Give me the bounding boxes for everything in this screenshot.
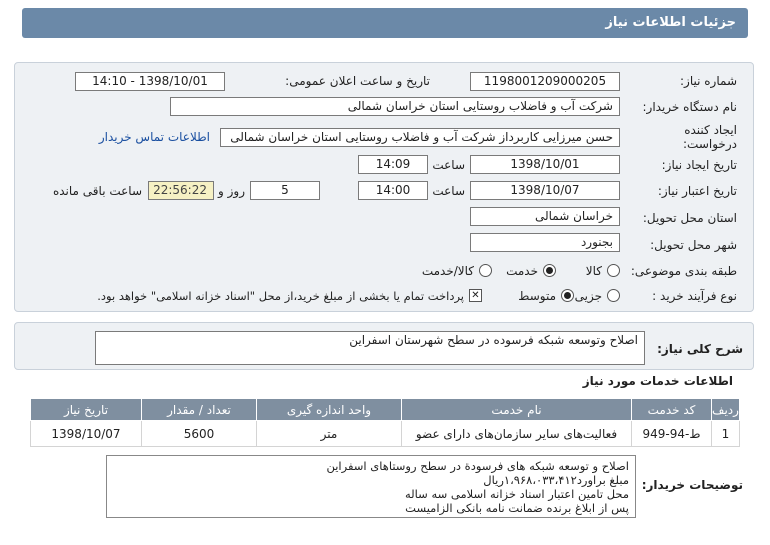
- valid-time-field: 14:00: [358, 181, 428, 200]
- category-radio-goods-service[interactable]: [479, 264, 492, 277]
- col-header-code: کد خدمت: [632, 399, 712, 421]
- category-option-service: خدمت: [506, 264, 538, 278]
- process-radio-minor[interactable]: [607, 289, 620, 302]
- col-header-quantity: تعداد / مقدار: [142, 399, 257, 421]
- process-option-minor: جزیی: [574, 289, 602, 303]
- col-header-name: نام خدمت: [402, 399, 632, 421]
- cell-row-number: 1: [712, 421, 740, 447]
- category-radio-service[interactable]: [543, 264, 556, 277]
- table-row[interactable]: [31, 421, 740, 447]
- need-number-label: شماره نیاز:: [680, 74, 737, 88]
- remaining-time-field: 22:56:22: [148, 181, 214, 200]
- category-label: طبقه بندی موضوعی:: [630, 264, 737, 278]
- services-section-title: اطلاعات خدمات مورد نیاز: [582, 374, 733, 388]
- summary-field: اصلاح وتوسعه شبکه فرسوده در سطح شهرستان اسفراین: [95, 331, 645, 365]
- buyer-label: نام دستگاه خریدار:: [642, 100, 737, 114]
- treasury-checkbox[interactable]: ✕: [469, 289, 482, 302]
- creator-field: حسن میرزایی کاربرداز شرکت آب و فاضلاب روستایی استان خراسان شمالی: [220, 128, 620, 147]
- province-label: استان محل تحویل:: [642, 211, 737, 225]
- process-label: نوع فرآیند خرید :: [652, 289, 737, 303]
- buyer-notes-label: توضیحات خریدار:: [641, 478, 743, 492]
- valid-time-label: ساعت: [432, 184, 465, 198]
- valid-date-label: تاریخ اعتبار نیاز:: [657, 184, 737, 198]
- cell-service-name: فعالیت‌های سایر سازمان‌های دارای عضو: [402, 421, 632, 447]
- province-field: خراسان شمالی: [470, 207, 620, 226]
- process-radio-medium[interactable]: [561, 289, 574, 302]
- created-time-label: ساعت: [432, 158, 465, 172]
- col-header-unit: واحد اندازه گیری: [257, 399, 402, 421]
- days-field: 5: [250, 181, 320, 200]
- creator-label: ایجاد کننده درخواست:: [683, 123, 737, 151]
- buyer-notes-box: [106, 455, 636, 518]
- buyer-field: شرکت آب و فاضلاب روستایی استان خراسان شمالی: [170, 97, 620, 116]
- category-option-goods-service: کالا/خدمت: [421, 264, 474, 278]
- cell-unit: متر: [257, 421, 402, 447]
- summary-label: شرح کلی نیاز:: [657, 342, 743, 356]
- services-table: [30, 398, 740, 447]
- remaining-label: ساعت باقی مانده: [52, 184, 142, 198]
- buyer-notes-line: محل تامین اعتبار اسناد خزانه اسلامی سه ساله: [404, 487, 629, 501]
- cell-quantity: 5600: [142, 421, 257, 447]
- days-label: روز و: [218, 184, 245, 198]
- created-date-field: 1398/10/01: [470, 155, 620, 174]
- announce-field: 1398/10/01 - 14:10: [75, 72, 225, 91]
- process-option-medium: متوسط: [518, 289, 556, 303]
- buyer-notes-line: اصلاح و توسعه شبکه های فرسودة در سطح روستاهای اسفراین: [326, 459, 629, 473]
- created-date-label: تاریخ ایجاد نیاز:: [661, 158, 737, 172]
- announce-label: تاریخ و ساعت اعلان عمومی:: [285, 74, 430, 88]
- buyer-notes-line: پس از ابلاغ برنده ضمانت نامه بانکی الزامیست: [405, 501, 629, 515]
- buyer-notes-line: مبلغ براورد۱،۹۶۸،۰۳۳،۴۱۲ریال: [483, 473, 629, 487]
- city-label: شهر محل تحویل:: [650, 238, 737, 252]
- category-radio-goods[interactable]: [607, 264, 620, 277]
- need-number-field: 1198001209000205: [470, 72, 620, 91]
- cell-need-date: 1398/10/07: [31, 421, 142, 447]
- city-field: بجنورد: [470, 233, 620, 252]
- col-header-row: ردیف: [712, 399, 740, 421]
- payment-note: پرداخت تمام یا بخشی از مبلغ خرید،از محل "اسناد خزانه اسلامی" خواهد بود.: [97, 289, 464, 303]
- created-time-field: 14:09: [358, 155, 428, 174]
- cell-service-code: ط-94-949: [632, 421, 712, 447]
- contact-buyer-link[interactable]: اطلاعات تماس خریدار: [98, 130, 210, 144]
- col-header-date: تاریخ نیاز: [31, 399, 142, 421]
- page-header: جزئیات اطلاعات نیاز: [22, 8, 748, 38]
- valid-date-field: 1398/10/07: [470, 181, 620, 200]
- category-option-goods: کالا: [585, 264, 602, 278]
